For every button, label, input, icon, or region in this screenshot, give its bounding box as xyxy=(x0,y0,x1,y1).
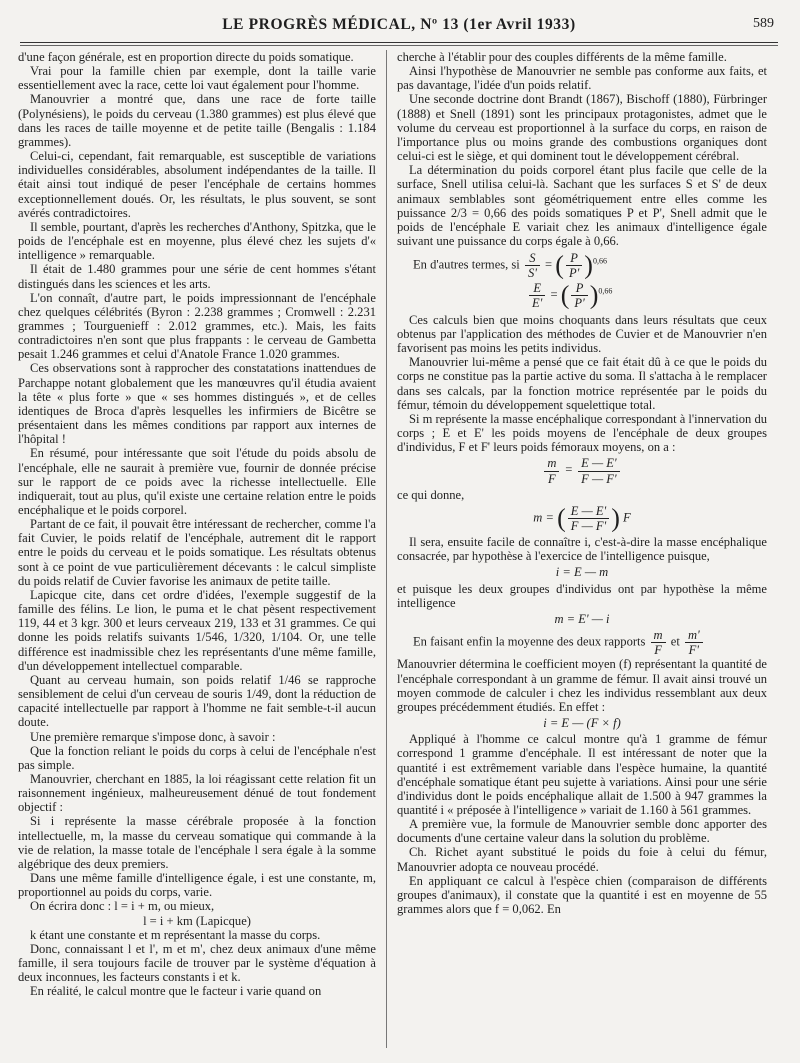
journal-title: LE PROGRÈS MÉDICAL, Nº 13 (1er Avril 1933) xyxy=(222,16,576,33)
paragraph: Vrai pour la famille chien par exemple, dont la taille varie essentiellement avec la race, cette loi vaut également pour l'homme. xyxy=(18,64,376,93)
paragraph: Une seconde doctrine dont Brandt (1867), Bischoff (1880), Fürbringer (1888) et Snell (1891) sont les principaux protagonistes, admet que le volume du cerveau est proportionnel à la surface du corps, en raison de l'importance plus ou moins grande des combustions organiques dont celui-ci est le siège, et qui dominent tout le développement cérébral. xyxy=(397,92,767,164)
femur-ratio-equation: $\frac{m}{F}$ = $\frac{E — E'}{F — F'}$ xyxy=(397,456,767,485)
header-rule xyxy=(20,45,778,46)
paragraph: Que la fonction reliant le poids du corps à celui de l'encéphale n'est pas simple. xyxy=(18,743,376,772)
paragraph: Manouvrier lui-même a pensé que ce fait était dû à ce que le poids du corps ne constitue pas la partie active du soma. Il s'attacha à le remplacer dans ses calcals, par la fonction motrice représentée par le poids du fémur, témoin du développement squelettique total. xyxy=(397,355,767,412)
paragraph: En réalité, le calcul montre que le facteur i varie quand on xyxy=(30,984,322,999)
paragraph: Quant au cerveau humain, son poids relatif 1/46 se rapproche sensiblement de celui d'un cerveau de souris 1/49, dont la réduction de capacité intellectuelle par rapport à l'homme ne fait semble-t-il aucun doute. xyxy=(18,672,376,730)
average-ratios-line: En faisant enfin la moyenne des deux rapports $\frac{m}{F}$ et $\frac{m'}{F'}$ xyxy=(397,628,767,657)
paragraph: Ces calculs bien que moins choquants dans leurs résultats que ceux obtenus par l'application des méthodes de Cuvier et de Manouvrier n'en favorisent pas moins les petits individus. xyxy=(397,312,767,356)
snell-equation-1: En d'autres termes, si $\frac{S}{S'}$ = ( $\frac{P}{P'}$ )$^{0,66}$ xyxy=(413,250,607,281)
paragraph: ce qui donne, xyxy=(397,487,465,502)
paragraph: Partant de ce fait, il pouvait être intéressant de rechercher, comme l'a fait Cuvier, le poids relatif de l'encéphale, autrement dit le rapport entre le poids du cerveau et le poids somatique. Les résultats obtenus sont à ce point de vue particulièrement décevants : le calcul simpliste du poids relatif de Cuvier favorise les animaux de petite taille. xyxy=(18,517,376,588)
paragraph: et puisque les deux groupes d'individus ont par hypothèse la même intelligence xyxy=(397,581,767,610)
paragraph: En résumé, pour intéressante que soit l'étude du poids absolu de l'encéphale, elle ne saurait à première vue, fournir de donnée précise sur le rapport de ce poids avec la richesse intellectuelle. Elle indiquerait, tout au plus, qu'il existe une certaine relation entre le poids encéphalique et le poids corporel. xyxy=(18,446,376,517)
paragraph: k étant une constante et m représentant la masse du corps. xyxy=(30,927,321,942)
paragraph: Manouvrier, cherchant en 1885, la loi réagissant cette relation fit un raisonnement ingénieux, malheureusement dénué de tout fondement objectif : xyxy=(18,771,376,815)
paragraph: cherche à l'établir pour des couples différents de la même famille. xyxy=(397,50,727,64)
paragraph: Ainsi l'hypothèse de Manouvrier ne semble pas conforme aux faits, et pas davantage, l'idée d'un poids relatif. xyxy=(397,64,767,93)
equation-prefix: En d'autres termes, si xyxy=(413,257,520,272)
paragraph: d'une façon générale, est en proportion directe du poids somatique. xyxy=(18,50,354,64)
paragraph: Il semble, pourtant, d'après les recherches d'Anthony, Spitzka, que le poids de l'encéphale est en moyenne, plus élevé chez les sujets d'« intelligence » remarquable. xyxy=(18,219,376,263)
paragraph: Celui-ci, cependant, fait remarquable, est susceptible de variations individuelles considérables, absolument indépendantes de la taille. Il était ainsi tout indiqué de peser l'encéphale de certains hommes exceptionnellement doués. Or, les résultats, le plus souvent, se sont avérés contradictoires. xyxy=(18,149,376,220)
paragraph: On écrira donc : l = i + m, ou mieux, xyxy=(30,899,215,914)
equation-f: i = E — (F × f) xyxy=(543,716,621,731)
paragraph: Une première remarque s'impose donc, à savoir : xyxy=(30,729,276,744)
left-column xyxy=(18,50,376,998)
paragraph: Lapicque cite, dans cet ordre d'idées, l'exemple suggestif de la famille des félins. Le lion, le puma et le chat pèsent respectivement 119, 44 et 3 kgr. 300 et leurs cerveaux 219, 133 et 31 grammes. Ce qui donne les poids relatifs suivants 1/546, 1/320, 1/104. Or, une telle différence est inadmissible chez les représentants d'une même famille, d'un développement intellectuel comparable. xyxy=(18,587,376,673)
snell-equation-2: $\frac{E}{E'}$ = ( $\frac{P}{P'}$ )$^{0,66}$ xyxy=(397,281,767,310)
paragraph: Si i représente la masse cérébrale proposée à la fonction intellectuelle, m, la masse du cerveau somatique qui commande à la vie de relation, la masse totale de l'encéphale l sera égale à la somme algébrique des deux premiers. xyxy=(18,814,376,871)
paragraph: L'on connaît, d'autre part, le poids impressionnant de l'encéphale chez quelques célébrités (Byron : 2.238 grammes ; Cromwell : 2.231 grammes ; Tourguenieff : 2.012 grammes, etc.). Mais, les faits contradictoires n'en sont que plus frappants : le cerveau de Gambetta pesait 1.246 grammes et celui d'Anatole France 1.020 grammes. xyxy=(18,290,376,362)
ratios-and: et xyxy=(670,634,680,649)
paragraph: Il était de 1.480 grammes pour une série de cent hommes s'étant distingués dans les sciences et les arts. xyxy=(18,262,376,291)
paragraph: Donc, connaissant l et l', m et m', chez deux animaux d'une même famille, il sera toujours facile de trouver par le système d'équation à deux inconnues, les facteurs constants i et k. xyxy=(18,941,376,985)
column-divider xyxy=(386,50,387,1048)
formula-lapicque: l = i + km (Lapicque) xyxy=(143,913,251,928)
paragraph: Manouvrier détermina le coefficient moyen (f) représentant la quantité de l'encéphale correspondant à un gramme de fémur. Il avait ainsi trouvé un moyen commode de calculer i chez les individus ressemblant aux deux groupes précédemment étudiés. En effet : xyxy=(397,657,767,714)
paragraph: Il sera, ensuite facile de connaître i, c'est-à-dire la masse encéphalique consacrée, par hypothèse à l'exercice de l'intelligence puisque, xyxy=(397,535,767,564)
ratios-prefix: En faisant enfin la moyenne des deux rapports xyxy=(413,634,646,649)
paragraph: Manouvrier a montré que, dans une race de forte taille (Polynésiens), le poids du cerveau (1.380 grammes) est plus élevé que dans les races de taille moyenne et de petite taille (Bengalis : 1.184 grammes). xyxy=(18,92,376,149)
paragraph: En appliquant ce calcul à l'espèce chien (comparaison de différents groupes d'animaux), il constate que la quantité i est en moyenne de 55 grammes alors que f = 0,062. En xyxy=(397,873,767,917)
paragraph: Si m représente la masse encéphalique correspondant à l'innervation du corps ; E et E' les poids moyens de l'encéphale de deux groupes d'individus, F et F' leurs poids fémoraux moyens, on a : xyxy=(397,411,767,455)
mass-equation: m = ( $\frac{E — E'}{F — F'}$ ) F xyxy=(533,503,631,533)
page-header xyxy=(20,12,778,43)
paragraph: Dans une même famille d'intelligence égale, i est une constante, m, proportionnel au poids du corps, varie. xyxy=(18,871,376,900)
equation-i: i = E — m xyxy=(555,565,609,580)
paragraph: La détermination du poids corporel étant plus facile que celle de la surface, Snell utilisa celui-là. Sachant que les surfaces S et S' de deux animaux semblables sont géométriquement entre elles comme les puissance 2/3 = 0,66 des poids somatiques P et P', Snell admit que le poids de l'encéphale E variait chez les animaux d'intelligence égale suivant une puissance du corps égale à 0,66. xyxy=(397,163,767,249)
paragraph: Ces observations sont à rapprocher des constatations inattendues de Parchappe notant globalement que les manœuvres qu'il étudia avaient la tête « plus forte » que « ses hommes distingués », et de celles identiques de Broca d'après lesquelles les infirmiers de Bicêtre se présentaient dans les mêmes conditions par rapport aux internes de l'hôpital ! xyxy=(18,361,376,447)
right-column xyxy=(397,50,767,916)
equation-m: m = E' — i xyxy=(554,611,610,626)
paragraph: A première vue, la formule de Manouvrier semble donc apporter des documents d'une certaine valeur dans la solution du problème. xyxy=(397,817,767,846)
paragraph: Appliqué à l'homme ce calcul montre qu'à 1 gramme de fémur correspond 1 gramme d'encéphale. Il est intéressant de noter que la quantité i est extrêmement variable dans l'espèce humaine, la quantité d'encéphale somatique étant peu sujette à variations. Ainsi pour une série d'individus dont le poids encéphalique allait de 1.500 à 947 grammes la quantité i « préposée à l'intelligence » variait de 1.160 à 561 grammes. xyxy=(397,732,767,817)
page-number: 589 xyxy=(753,16,774,31)
paragraph: Ch. Richet ayant substitué le poids du foie à celui du fémur, Manouvrier adopta ce nouveau procédé. xyxy=(397,845,767,874)
